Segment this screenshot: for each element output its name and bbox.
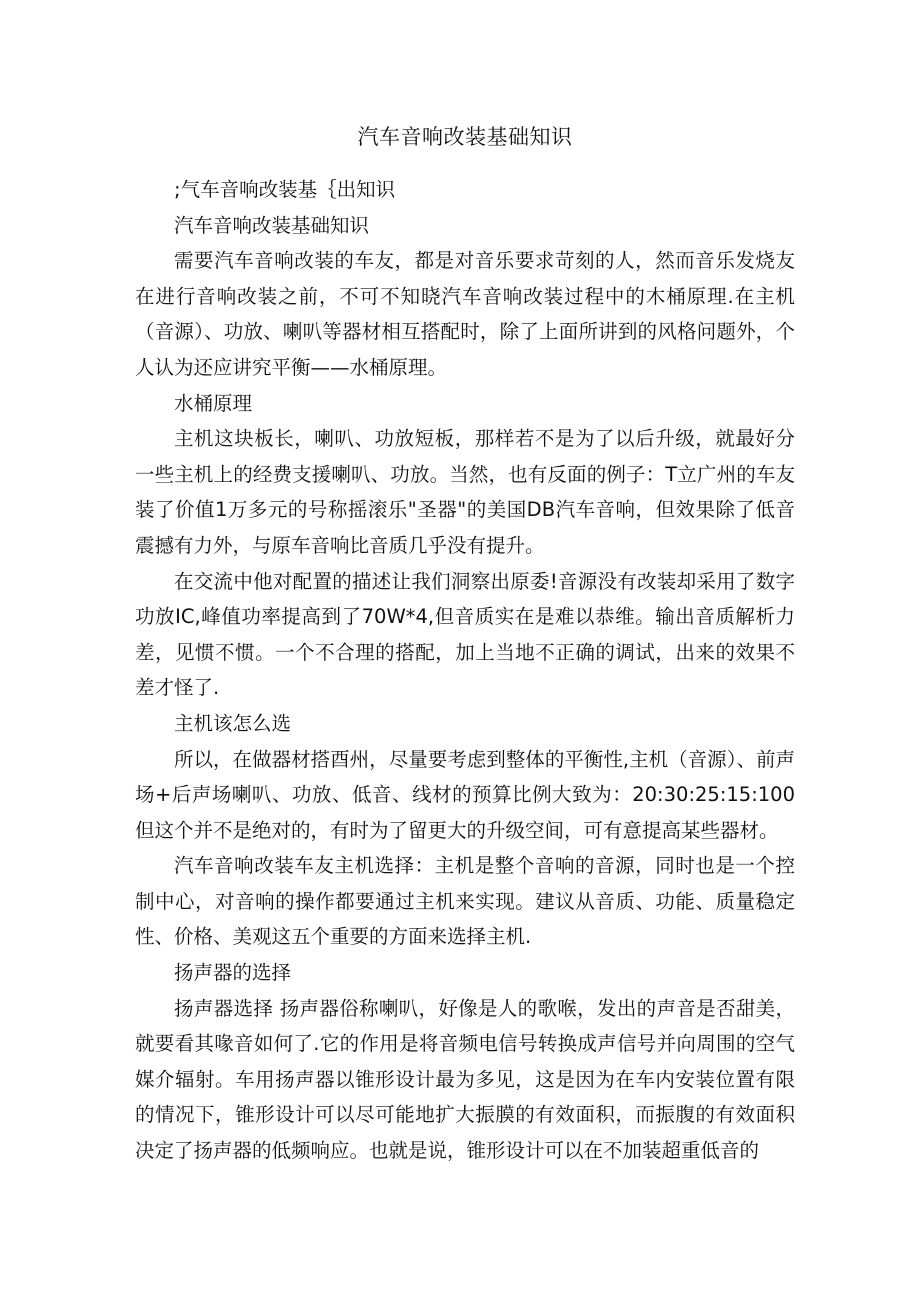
paragraph-barrel-principle: 主机这块板长，喇叭、功放短板，那样若不是为了以后升级，就最好分一些主机上的经费支援喇叭、功放。当然，也有反面的例子：T立广州的车友装了价值1万多元的号称摇滚乐"圣器"的美国DB汽车音响，但效果除了低音震撼有力外，与原车音响比音质几乎没有提升。: [135, 427, 795, 557]
paragraph-head-unit-choice: 汽车音响改装车友主机选择：主机是整个音响的音源，同时也是一个控制中心，对音响的操作都要通过主机来实现。建议从音质、功能、质量稳定性、价格、美观这五个重要的方面来选择主机.: [135, 854, 795, 949]
paragraph-garbled-heading: ;气车音响改装基｛出知识: [174, 178, 396, 201]
paragraph-intro: 需要汽车音响改装的车友，都是对音乐要求苛刻的人，然而音乐发烧友在进行音响改装之前，不可不知晓汽车音响改装过程中的木桶原理.在主机（音源）、功放、喇叭等器材相互搭配时，除了上面所讲到的风格问题外，个人认为还应讲究平衡——水桶原理。: [135, 249, 795, 379]
section-heading-barrel-principle: 水桶原理: [174, 391, 253, 415]
section-heading-speaker: 扬声器的选择: [174, 961, 292, 985]
document-title: 汽车音响改装基础知识: [357, 125, 573, 149]
paragraph-budget-ratio: 所以，在做器材搭酉州，尽量要考虑到整体的平衡性,主机（音源）、前声场+后声场喇叭、功放、低音、线材的预算比例大致为：20:30:25:15:100但这个并不是绝对的，有时为了留更大的升级空间，可有意提高某些器材。: [135, 747, 795, 842]
paragraph-exchange: 在交流中他对配置的描述让我们洞察出原委!音源没有改装却采用了数字功放IC,峰值功率提高到了70W*4,但音质实在是难以恭维。输出音质解析力差，见惯不惯。一个不合理的搭配，加上当地不正确的调试，出来的效果不差才怪了.: [135, 569, 795, 700]
document-page: [135, 116, 795, 1169]
paragraph-subtitle: 汽车音响改装基础知识: [174, 213, 370, 237]
section-heading-head-unit: 主机该怎么选: [174, 711, 292, 735]
paragraph-speaker-choice: 扬声器选择 扬声器俗称喇叭，好像是人的歌喉，发出的声音是否甜美，就要看其喙音如何了.它的作用是将音频电信号转换成声信号并向周围的空气媒介辐射。车用扬声器以锥形设计最为多见，这是因为在车内安装位置有限的情况下，锥形设计可以尽可能地扩大振膜的有效面积，而振腹的有效面积决定了扬声器的低频响应。也就是说，锥形设计可以在不加装超重低音的: [135, 996, 795, 1163]
